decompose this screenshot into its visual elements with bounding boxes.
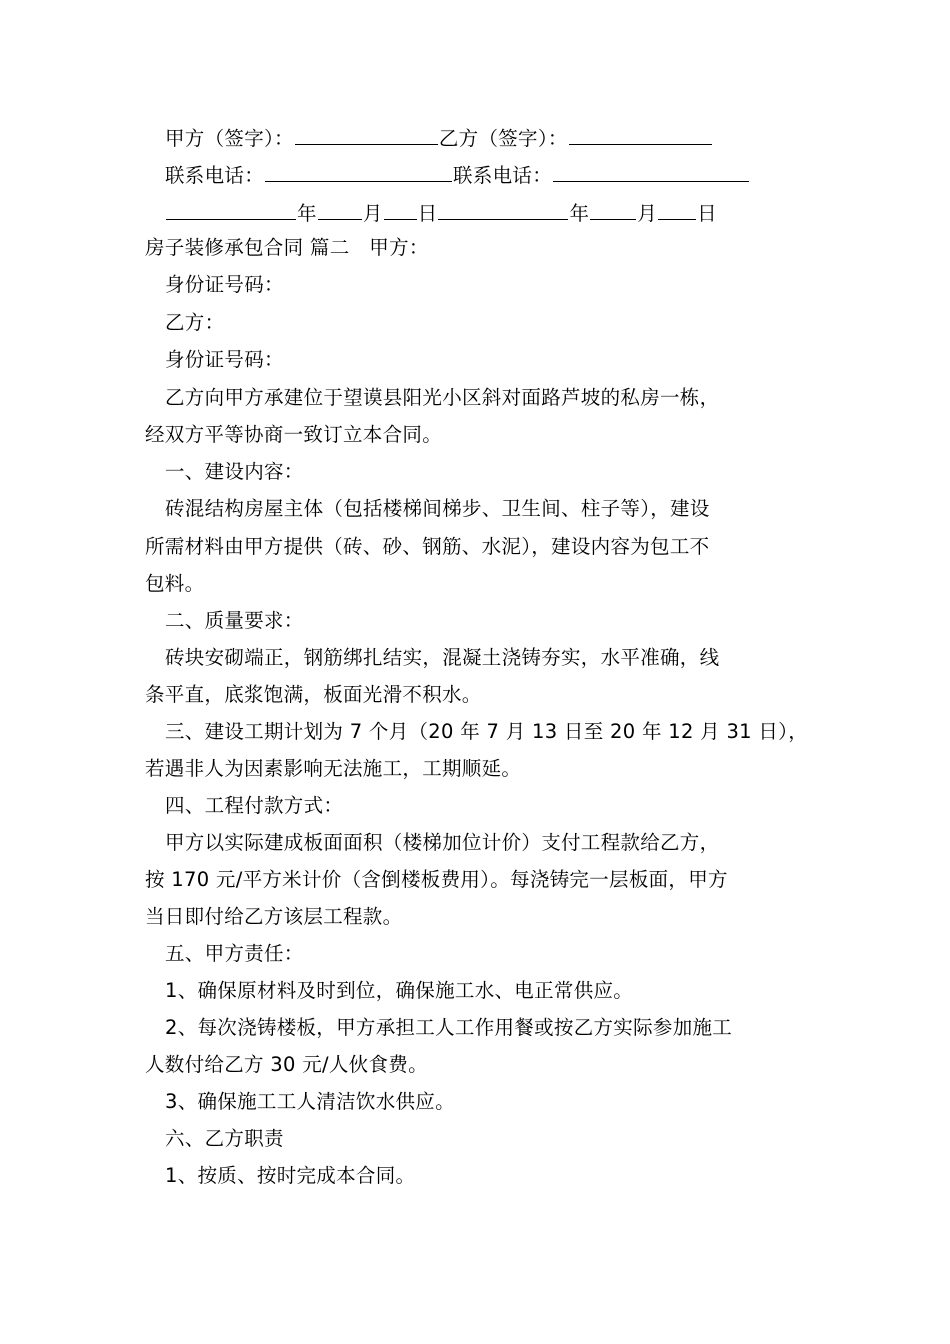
section-heading: 一、建设内容： xyxy=(165,460,304,483)
year-a-blank xyxy=(166,199,296,220)
party-b-sign-label: 乙方（签字）： xyxy=(438,127,568,150)
section-heading: 五、甲方责任： xyxy=(165,942,304,965)
phone-line xyxy=(165,161,845,188)
month-a-label: 月 xyxy=(362,202,383,225)
phone-b-blank xyxy=(553,161,749,182)
paragraph-line: 砖混结构房屋主体（包括楼梯间梯步、卫生间、柱子等），建设 xyxy=(165,497,710,520)
date-line xyxy=(165,199,845,226)
day-b-label: 日 xyxy=(697,202,717,225)
section-heading: 六、乙方职责 xyxy=(165,1127,284,1150)
paragraph-line: 砖块安砌端正，钢筋绑扎结实，混凝土浇铸夯实，水平准确，线 xyxy=(165,646,720,669)
paragraph-line: 条平直，底浆饱满，板面光滑不积水。 xyxy=(145,683,482,706)
month-b-blank xyxy=(590,199,636,220)
list-item: 1、确保原材料及时到位，确保施工水、电正常供应。 xyxy=(165,979,634,1002)
paragraph-line: 人数付给乙方 30 元/人伙食费。 xyxy=(145,1053,428,1076)
day-a-blank xyxy=(384,199,417,220)
party-a-sign-blank xyxy=(295,124,438,145)
paragraph-line: 若遇非人为因素影响无法施工，工期顺延。 xyxy=(145,757,522,780)
party-b-line: 乙方： xyxy=(165,311,225,334)
section-heading: 四、工程付款方式： xyxy=(165,794,344,817)
paragraph-line: 按 170 元/平方米计价（含倒楼板费用）。每浇铸完一层板面，甲方 xyxy=(145,868,728,891)
party-a-sign-label: 甲方（签字）： xyxy=(165,127,294,150)
paragraph-line: 经双方平等协商一致订立本合同。 xyxy=(145,423,443,446)
paragraph-line: 所需材料由甲方提供（砖、砂、钢筋、水泥），建设内容为包工不 xyxy=(145,535,710,558)
party-a-id-line: 身份证号码： xyxy=(165,273,284,296)
month-a-blank xyxy=(318,199,362,220)
list-item: 2、每次浇铸楼板，甲方承担工人工作用餐或按乙方实际参加施工 xyxy=(165,1016,733,1039)
day-a-label: 日 xyxy=(417,202,438,225)
list-item: 3、确保施工工人清洁饮水供应。 xyxy=(165,1090,455,1113)
signature-line xyxy=(165,124,845,151)
section-heading: 三、建设工期计划为 7 个月（20 年 7 月 13 日至 20 年 12 月 31 日）， xyxy=(165,720,809,743)
paragraph-line: 包料。 xyxy=(145,572,205,595)
year-b-label: 年 xyxy=(569,202,590,225)
phone-label-a: 联系电话： xyxy=(165,164,265,187)
paragraph-line: 甲方以实际建成板面面积（楼梯加位计价）支付工程款给乙方， xyxy=(165,831,720,854)
party-b-id-line: 身份证号码： xyxy=(165,348,284,371)
phone-a-blank xyxy=(265,161,452,182)
list-item: 1、按质、按时完成本合同。 xyxy=(165,1164,416,1187)
phone-label-b: 联系电话： xyxy=(453,164,553,187)
contract-title-line: 房子装修承包合同 篇二 甲方： xyxy=(145,236,429,259)
month-b-label: 月 xyxy=(637,202,658,225)
party-b-sign-blank xyxy=(569,124,712,145)
section-heading: 二、质量要求： xyxy=(165,609,304,632)
year-a-label: 年 xyxy=(297,202,317,225)
paragraph-line: 当日即付给乙方该层工程款。 xyxy=(145,905,403,928)
day-b-blank xyxy=(658,199,696,220)
year-b-blank xyxy=(438,199,568,220)
paragraph-line: 乙方向甲方承建位于望谟县阳光小区斜对面路芦坡的私房一栋， xyxy=(165,386,720,409)
